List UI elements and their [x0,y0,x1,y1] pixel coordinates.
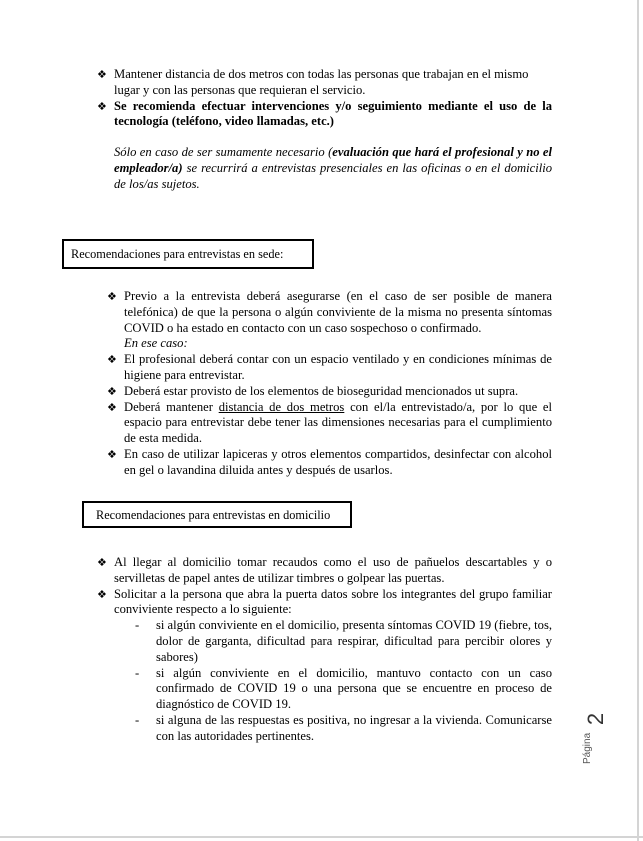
diamond-bullet-icon: ❖ [97,99,107,113]
list-item: ❖ Solicitar a la persona que abra la puerta datos sobre los integrantes del grupo familiar conviviente respecto a lo siguiente: [97,586,552,617]
underlined-phrase: distancia de dos metros [218,399,345,414]
section-domicilio [97,555,552,745]
sub-list-item: - si algún conviviente en el domicilio, presenta síntomas COVID 19 (fiebre, tos, dolor de garganta, dificultad para respirar, dificultad para percibir olores y sabores) [135,618,552,664]
list-item: ❖ Previo a la entrevista deberá asegurarse (en el caso de ser posible de manera telefónica) de que la persona o algún conviviente de la misma no presenta síntomas COVID o ha estado en contacto con un caso sospechoso o confirmado. En ese caso: [107,289,552,351]
diamond-bullet-icon: ❖ [97,68,107,81]
sub-list [135,618,552,744]
diamond-bullet-icon: ❖ [107,447,117,461]
dash-marker: - [135,618,140,633]
heading-entrevistas-sede: Recomendaciones para entrevistas en sede: [62,239,314,269]
dash-marker: - [135,712,140,727]
list-item: ❖ En caso de utilizar lapiceras y otros elementos compartidos, desinfectar con alcohol en gel o lavandina diluida antes y después de usarlos. [107,446,552,477]
page-number [582,708,622,772]
section-sede [107,289,552,479]
diamond-bullet-icon: ❖ [107,400,117,414]
page-edge-bottom [0,836,643,838]
list-item: ❖ El profesional deberá contar con un espacio ventilado y en condiciones mínimas de higiene para entrevistar. [107,352,552,382]
diamond-bullet-icon: ❖ [107,384,117,398]
section-general [97,67,552,193]
list-item: ❖ Mantener distancia de dos metros con todas las personas que trabajan en el mismo lugar y con las personas que requieran el servicio. [97,67,529,97]
diamond-bullet-icon: ❖ [97,556,107,569]
page-label: Página [582,732,593,764]
sub-list-item: - si alguna de las respuestas es positiva, no ingresar a la vivienda. Comunicarse con las autoridades pertinentes. [135,712,552,743]
diamond-bullet-icon: ❖ [97,587,107,601]
list-item: ❖ Deberá estar provisto de los elementos de bioseguridad mencionados ut supra. [107,383,519,398]
diamond-bullet-icon: ❖ [107,353,117,367]
list-item: ❖ Deberá mantener distancia de dos metros con el/la entrevistado/a, por lo que el espacio para entrevistar debe tener las dimensiones necesarias para el cumplimiento de esta medida. [107,399,552,446]
italic-note: Sólo en caso de ser sumamente necesario (evaluación que hará el profesional y no el empleador/a) se recurrirá a entrevistas presenciales en las oficinas o en el domicilio de los/as sujetos. [114,145,552,191]
heading-entrevistas-domicilio: Recomendaciones para entrevistas en domicilio [82,501,352,528]
list-item: ❖ Al llegar al domicilio tomar recaudos como el uso de pañuelos descartables y o servilletas de papel antes de utilizar timbres o golpear las puertas. [97,555,552,585]
page-edge-right [637,0,639,841]
page-number-value: 2 [583,712,608,726]
dash-marker: - [135,665,140,680]
list-item: ❖ Se recomienda efectuar intervenciones y/o seguimiento mediante el uso de la tecnología (teléfono, video llamadas, etc.) [97,98,552,129]
sub-list-item: - si algún conviviente en el domicilio, mantuvo contacto con un caso confirmado de COVID 19 o una persona que se encuentre en proceso de diagnóstico de COVID 19. [135,665,552,712]
diamond-bullet-icon: ❖ [107,290,117,303]
